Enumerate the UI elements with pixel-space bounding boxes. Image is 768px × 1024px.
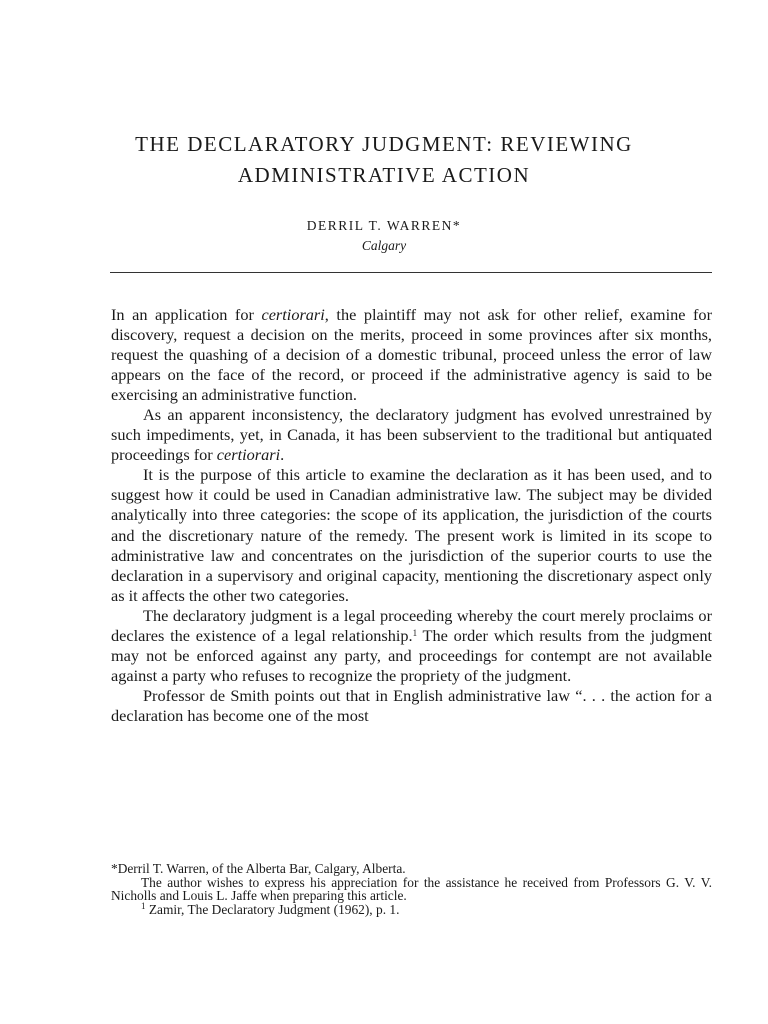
certiorari-term: certiorari — [216, 445, 281, 465]
footnotes — [111, 862, 712, 916]
paragraph-1: In an application for certiorari, the plaintiff may not ask for other relief, examine for discovery, request a decision on the merits, proceed in some provinces after six months, request the quashing of a decision of a domestic tribunal, proceed unless the error of law appears on the face of the record, or proceed if the administrative agency is said to be exercising an administrative function. — [111, 305, 712, 405]
footnote-1: $^1$ Zamir, The Declaratory Judgment (1962), p. 1. — [141, 900, 400, 917]
author-name: DERRIL T. WARREN* — [306, 218, 462, 233]
paragraph-4: The declaratory judgment is a legal proceeding whereby the court merely proclaims or declares the existence of a legal relationship.$^1$ The order which results from the judgment may not be enforced against any party, and proceedings for contempt are not available against a party who refuses to recognize the propriety of the judgment. — [111, 605, 713, 685]
author-affiliation: Calgary — [361, 238, 407, 253]
article-title-line-1: THE DECLARATORY JUDGMENT: REVIEWING — [135, 132, 633, 156]
footnote-acknowledgement: The author wishes to express his appreciation for the assistance he received from Professors G. V. V. Nicholls and Louis L. Jaffe when preparing this article. — [111, 874, 712, 903]
paragraph-5: Professor de Smith points out that in English administrative law “. . . the action for a declaration has become one of the most — [111, 685, 712, 725]
article-title-line-2: ADMINISTRATIVE ACTION — [237, 163, 531, 187]
header-divider — [110, 272, 712, 273]
article-body — [111, 305, 712, 726]
paragraph-3: It is the purpose of this article to examine the declaration as it has been used, and to suggest how it could be used in Canadian administrative law. The subject may be divided analytically into three categories: the scope of its application, the jurisdiction of the courts and the discretionary nature of the remedy. The present work is limited in its scope to administrative law and concentrates on the jurisdiction of the superior courts to use the declaration in a supervisory and original capacity, mentioning the discretionary aspect only as it affects the other two categories. — [111, 465, 712, 605]
footnote-author: *Derril T. Warren, of the Alberta Bar, Calgary, Alberta. — [111, 861, 406, 876]
certiorari-term: certiorari — [261, 305, 325, 324]
paragraph-2: As an apparent inconsistency, the declaratory judgment has evolved unrestrained by such impediments, yet, in Canada, it has been subservient to the traditional but antiquated proceedings for certiorari. — [111, 405, 712, 465]
footnote-ref-1: 1 — [412, 627, 418, 638]
